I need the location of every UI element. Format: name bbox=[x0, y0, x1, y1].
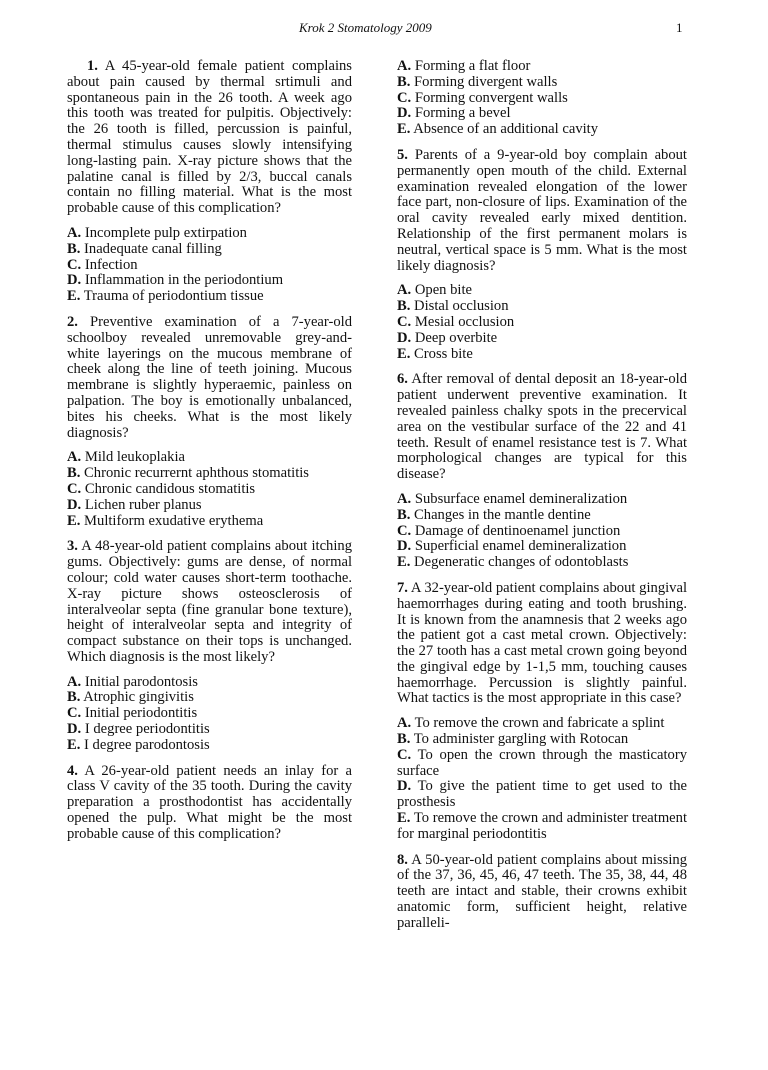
question-number: 2. bbox=[67, 313, 78, 330]
option-letter: D. bbox=[67, 272, 82, 289]
option-text: Inadequate canal filling bbox=[84, 240, 222, 257]
option-text: Trauma of periodontium tissue bbox=[83, 288, 264, 305]
option-text: Atrophic gingivitis bbox=[83, 689, 194, 706]
option-letter: B. bbox=[67, 240, 81, 257]
option-text: Cross bite bbox=[414, 345, 473, 362]
option-letter: E. bbox=[397, 554, 411, 571]
answer-option bbox=[397, 716, 687, 732]
option-letter: E. bbox=[67, 736, 81, 753]
option-text: Incomplete pulp extirpation bbox=[84, 224, 247, 241]
question-text: A 50-year-old patient complains about missing of the 37, 36, 45, 46, 47 teeth. The 35, 38, 44, 48 teeth are intact and stable, their crowns exhibit anatomic form, sufficient height, relative paralleli- bbox=[397, 851, 687, 931]
answer-option bbox=[67, 498, 352, 514]
answer-option bbox=[67, 289, 352, 305]
question-text: A 45-year-old female patient complains about pain caused by thermal srtimuli and spontaneous pain in the 26 tooth. A week ago this tooth was treated for pulpitis. Objectively: the 26 tooth is filled, percussion is painful, thermal stimulus causes slowly intensifying long-lasting pain. X-ray picture shows that the palatine canal is filled by 2/3, buccal canals contain no filling material. What is the most probable cause of this complication? bbox=[67, 58, 352, 217]
option-text: To remove the crown and fabricate a splint bbox=[414, 715, 665, 732]
question-text: A 48-year-old patient complains about itching gums. Objectively: gums are dense, of normal colour; cold water causes short-term toothache. X-ray picture shows osteosclerosis of interalveolar septa (fine granular bone texture), height of interalveolar septa and integrity of compact substance on their tops is unchanged. Which diagnosis is the most likely? bbox=[67, 538, 352, 665]
answer-option bbox=[67, 242, 352, 258]
option-letter: D. bbox=[397, 778, 412, 795]
page-header bbox=[0, 20, 768, 40]
question-number: 1. bbox=[87, 58, 98, 74]
option-text: Degeneratic changes of odontoblasts bbox=[414, 554, 629, 571]
option-text: To give the patient time to get used to the prosthesis bbox=[397, 778, 687, 811]
option-letter: E. bbox=[397, 121, 411, 138]
option-text: I degree parodontosis bbox=[84, 736, 210, 753]
answer-option bbox=[67, 450, 352, 466]
answer-option bbox=[67, 690, 352, 706]
question-block bbox=[397, 372, 687, 571]
option-letter: A. bbox=[67, 449, 82, 466]
question-block bbox=[67, 315, 352, 529]
option-text: To open the crown through the masticatory surface bbox=[397, 746, 687, 779]
answer-option bbox=[397, 539, 687, 555]
option-letter: B. bbox=[397, 506, 411, 523]
answer-option bbox=[67, 273, 352, 289]
option-text: To administer gargling with Rotocan bbox=[413, 731, 629, 748]
option-letter: A. bbox=[397, 58, 412, 74]
question-number: 3. bbox=[67, 538, 78, 555]
answer-option bbox=[397, 508, 687, 524]
question-number: 6. bbox=[397, 371, 408, 388]
question-text: Parents of a 9-year-old boy complain about permanently open mouth of the child. External examination revealed elongation of the lower face part, non-closure of lips. Examination of the oral cavity revealed early mixed dentition. Relationship of the first permanent molars is neutral, vertical space is 5 mm. What is the most likely diagnosis? bbox=[397, 146, 687, 274]
answer-option bbox=[397, 106, 687, 122]
option-text: Initial parodontosis bbox=[84, 673, 198, 690]
option-text: I degree periodontitis bbox=[84, 721, 210, 738]
question-block bbox=[397, 581, 687, 843]
answer-options bbox=[397, 59, 687, 138]
option-letter: A. bbox=[67, 673, 82, 690]
question-number: 5. bbox=[397, 146, 408, 163]
answer-option bbox=[67, 514, 352, 530]
question-stem bbox=[67, 764, 352, 843]
answer-options bbox=[67, 450, 352, 529]
left-column bbox=[67, 59, 352, 853]
option-letter: C. bbox=[67, 705, 82, 722]
option-text: Forming convergent walls bbox=[414, 89, 568, 106]
answer-option bbox=[397, 779, 687, 811]
answer-options bbox=[397, 716, 687, 842]
answer-option bbox=[67, 738, 352, 754]
document-title: Krok 2 Stomatology 2009 bbox=[299, 20, 432, 35]
question-number: 4. bbox=[67, 762, 78, 779]
question-text: A 32-year-old patient complains about gingival haemorrhages during eating and tooth brushing. It is known from the anamnesis that 2 weeks ago the patient got a cast metal crown. Objectively: the 27 tooth has a cast metal crown going beyond the gingival edge by 1-1,5 mm, touching causes haemorrhage. Percussion is slightly painful. What tactics is the most appropriate in this case? bbox=[397, 579, 688, 707]
question-block bbox=[397, 148, 687, 362]
question-text: Preventive examination of a 7-year-old schoolboy revealed unremovable grey-and-white layerings on the mucous membrane of cheek along the line of teeth joining. Mucous membrane is slightly hyperaemic, painless on palpation. The boy is emotionally unbalanced, bites his cheeks. What is the most likely diagnosis? bbox=[67, 313, 352, 441]
answer-option bbox=[397, 331, 687, 347]
option-letter: D. bbox=[397, 538, 412, 555]
answer-option bbox=[397, 555, 687, 571]
option-letter: C. bbox=[397, 522, 412, 539]
answer-option bbox=[397, 524, 687, 540]
answer-option bbox=[67, 675, 352, 691]
question-stem bbox=[397, 372, 687, 483]
option-text: Changes in the mantle dentine bbox=[414, 506, 591, 523]
option-letter: E. bbox=[67, 512, 81, 529]
question-stem bbox=[67, 539, 352, 665]
option-text: Open bite bbox=[414, 282, 473, 299]
option-letter: A. bbox=[397, 282, 412, 299]
option-text: Absence of an additional cavity bbox=[413, 121, 599, 138]
answer-option bbox=[397, 492, 687, 508]
answer-option bbox=[397, 59, 687, 75]
option-letter: E. bbox=[397, 345, 411, 362]
answer-option bbox=[397, 299, 687, 315]
page-number: 1 bbox=[676, 20, 683, 35]
question-block bbox=[397, 59, 687, 138]
option-text: Forming a bevel bbox=[414, 105, 511, 122]
answer-option bbox=[67, 706, 352, 722]
option-letter: A. bbox=[397, 490, 412, 507]
answer-option bbox=[397, 811, 687, 843]
question-block bbox=[67, 764, 352, 843]
option-text: Deep overbite bbox=[414, 329, 498, 346]
option-text: Chronic candidous stomatitis bbox=[84, 480, 256, 497]
option-letter: A. bbox=[397, 715, 412, 732]
answer-option bbox=[67, 466, 352, 482]
option-letter: D. bbox=[67, 721, 82, 738]
answer-options bbox=[67, 675, 352, 754]
option-text: Distal occlusion bbox=[414, 298, 509, 315]
question-block bbox=[397, 853, 687, 932]
option-text: Superficial enamel demineralization bbox=[414, 538, 627, 555]
answer-option bbox=[67, 482, 352, 498]
answer-option bbox=[67, 722, 352, 738]
answer-options bbox=[397, 492, 687, 571]
question-number: 7. bbox=[397, 579, 408, 596]
answer-option bbox=[397, 315, 687, 331]
option-text: Chronic recurrernt aphthous stomatitis bbox=[84, 465, 309, 482]
option-letter: D. bbox=[397, 105, 412, 122]
answer-options bbox=[67, 226, 352, 305]
answer-option bbox=[397, 75, 687, 91]
question-stem bbox=[397, 853, 687, 932]
option-text: Forming divergent walls bbox=[414, 73, 558, 90]
option-text: Inflammation in the periodontium bbox=[84, 272, 284, 289]
question-number: 8. bbox=[397, 851, 408, 868]
option-letter: E. bbox=[67, 288, 81, 305]
question-stem bbox=[397, 148, 687, 274]
option-letter: C. bbox=[397, 89, 412, 106]
answer-option bbox=[397, 347, 687, 363]
question-text: A 26-year-old patient needs an inlay for a class V cavity of the 35 tooth. During the cavity preparation a prosthodontist has accidentally opened the pulp. What might be the most probable cause of this complication? bbox=[67, 762, 352, 842]
answer-option bbox=[397, 91, 687, 107]
option-letter: C. bbox=[397, 746, 412, 763]
option-letter: B. bbox=[397, 73, 411, 90]
option-text: Initial periodontitis bbox=[84, 705, 198, 722]
question-text: After removal of dental deposit an 18-year-old patient underwent preventive examination. It revealed painless chalky spots in the precervical area on the vestibular surface of the 22 and 41 teeth. Result of enamel resistance test is 7. What morphological changes are typical for this disease? bbox=[397, 371, 688, 483]
option-letter: B. bbox=[67, 689, 81, 706]
option-letter: E. bbox=[397, 810, 411, 827]
question-stem bbox=[67, 59, 352, 217]
option-letter: B. bbox=[397, 731, 411, 748]
option-text: Infection bbox=[84, 256, 138, 273]
answer-option bbox=[397, 283, 687, 299]
option-text: Mild leukoplakia bbox=[84, 449, 185, 466]
question-stem bbox=[67, 315, 352, 441]
option-letter: B. bbox=[67, 465, 81, 482]
option-letter: B. bbox=[397, 298, 411, 315]
answer-option bbox=[67, 226, 352, 242]
option-text: Subsurface enamel demineralization bbox=[414, 490, 628, 507]
option-text: Multiform exudative erythema bbox=[84, 512, 264, 529]
answer-options bbox=[397, 283, 687, 362]
answer-option bbox=[397, 122, 687, 138]
option-letter: C. bbox=[397, 313, 412, 330]
answer-option bbox=[397, 748, 687, 780]
option-letter: C. bbox=[67, 480, 82, 497]
option-letter: D. bbox=[67, 496, 82, 513]
answer-option bbox=[397, 732, 687, 748]
option-text: Forming a flat floor bbox=[414, 58, 531, 74]
option-letter: D. bbox=[397, 329, 412, 346]
question-stem bbox=[397, 581, 687, 707]
option-letter: C. bbox=[67, 256, 82, 273]
question-block bbox=[67, 59, 352, 305]
right-column bbox=[397, 59, 687, 942]
option-letter: A. bbox=[67, 224, 82, 241]
option-text: Damage of dentinoenamel junction bbox=[414, 522, 621, 539]
question-block bbox=[67, 539, 352, 753]
option-text: Lichen ruber planus bbox=[84, 496, 202, 513]
option-text: To remove the crown and administer treatment for marginal periodontitis bbox=[397, 810, 688, 842]
option-text: Mesial occlusion bbox=[414, 313, 515, 330]
answer-option bbox=[67, 258, 352, 274]
